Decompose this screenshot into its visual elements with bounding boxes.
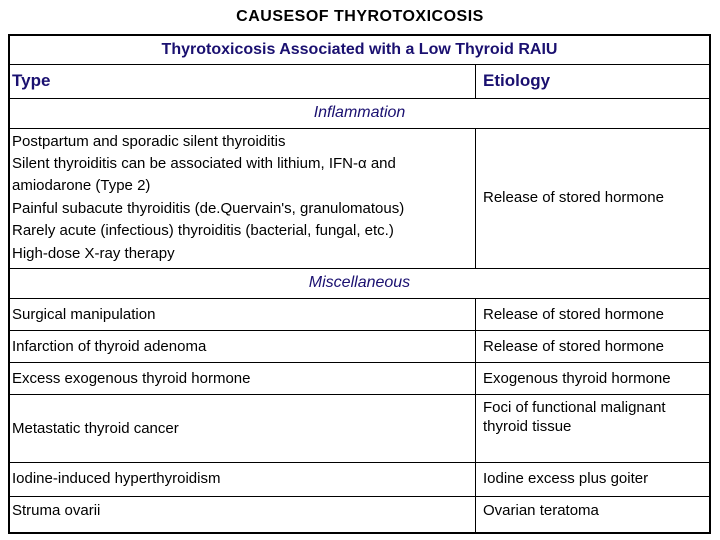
- misc-row-1-etiology: Release of stored hormone: [483, 306, 664, 323]
- inflammation-etiology: Release of stored hormone: [483, 189, 664, 206]
- rule-row-1: [8, 330, 711, 331]
- inflammation-type-line-2: Silent thyroiditis can be associated with lithium, IFN-α and: [12, 155, 396, 172]
- misc-row-4-etiology-line-1: Foci of functional malignant: [483, 399, 666, 416]
- misc-row-3-etiology: Exogenous thyroid hormone: [483, 370, 671, 387]
- inflammation-type-line-3: amiodarone (Type 2): [12, 177, 151, 194]
- section-miscellaneous: Miscellaneous: [308, 274, 411, 291]
- section-inflammation: Inflammation: [313, 104, 406, 121]
- misc-row-6-etiology: Ovarian teratoma: [483, 502, 599, 519]
- header-type: Type: [12, 71, 51, 90]
- inflammation-type-line-5: Rarely acute (infectious) thyroiditis (bacterial, fungal, etc.): [12, 222, 394, 239]
- rule-below-headers: [8, 98, 711, 99]
- col-divider-header: [475, 64, 476, 98]
- misc-row-6-type: Struma ovarii: [12, 502, 101, 519]
- misc-row-2-etiology: Release of stored hormone: [483, 338, 664, 355]
- misc-row-4-type: Metastatic thyroid cancer: [12, 420, 179, 437]
- header-etiology: Etiology: [483, 71, 551, 90]
- misc-row-3-type: Excess exogenous thyroid hormone: [12, 370, 251, 387]
- inflammation-type-line-4: Painful subacute thyroiditis (de.Quervain's, granulomatous): [12, 200, 405, 217]
- misc-row-2-type: Infarction of thyroid adenoma: [12, 338, 207, 355]
- rule-row-2: [8, 362, 711, 363]
- misc-row-5-etiology: Iodine excess plus goiter: [483, 470, 649, 487]
- table-subtitle: Thyrotoxicosis Associated with a Low Thyroid RAIU: [161, 41, 558, 58]
- col-divider-misc: [475, 298, 476, 534]
- misc-row-1-type: Surgical manipulation: [12, 306, 156, 323]
- rule-below-inflammation-label: [8, 128, 711, 129]
- col-divider-inflammation: [475, 128, 476, 268]
- rule-below-misc-label: [8, 298, 711, 299]
- rule-row-3: [8, 394, 711, 395]
- inflammation-type-line-6: High-dose X-ray therapy: [12, 245, 175, 262]
- rule-below-subtitle: [8, 64, 711, 65]
- misc-row-5-type: Iodine-induced hyperthyroidism: [12, 470, 221, 487]
- rule-below-inflammation-rows: [8, 268, 711, 269]
- inflammation-type-line-1: Postpartum and sporadic silent thyroiditis: [12, 133, 286, 150]
- misc-row-4-etiology-line-2: thyroid tissue: [483, 418, 572, 435]
- rule-row-5: [8, 496, 711, 497]
- rule-row-4: [8, 462, 711, 463]
- page-title: CAUSESOF THYROTOXICOSIS: [236, 8, 484, 25]
